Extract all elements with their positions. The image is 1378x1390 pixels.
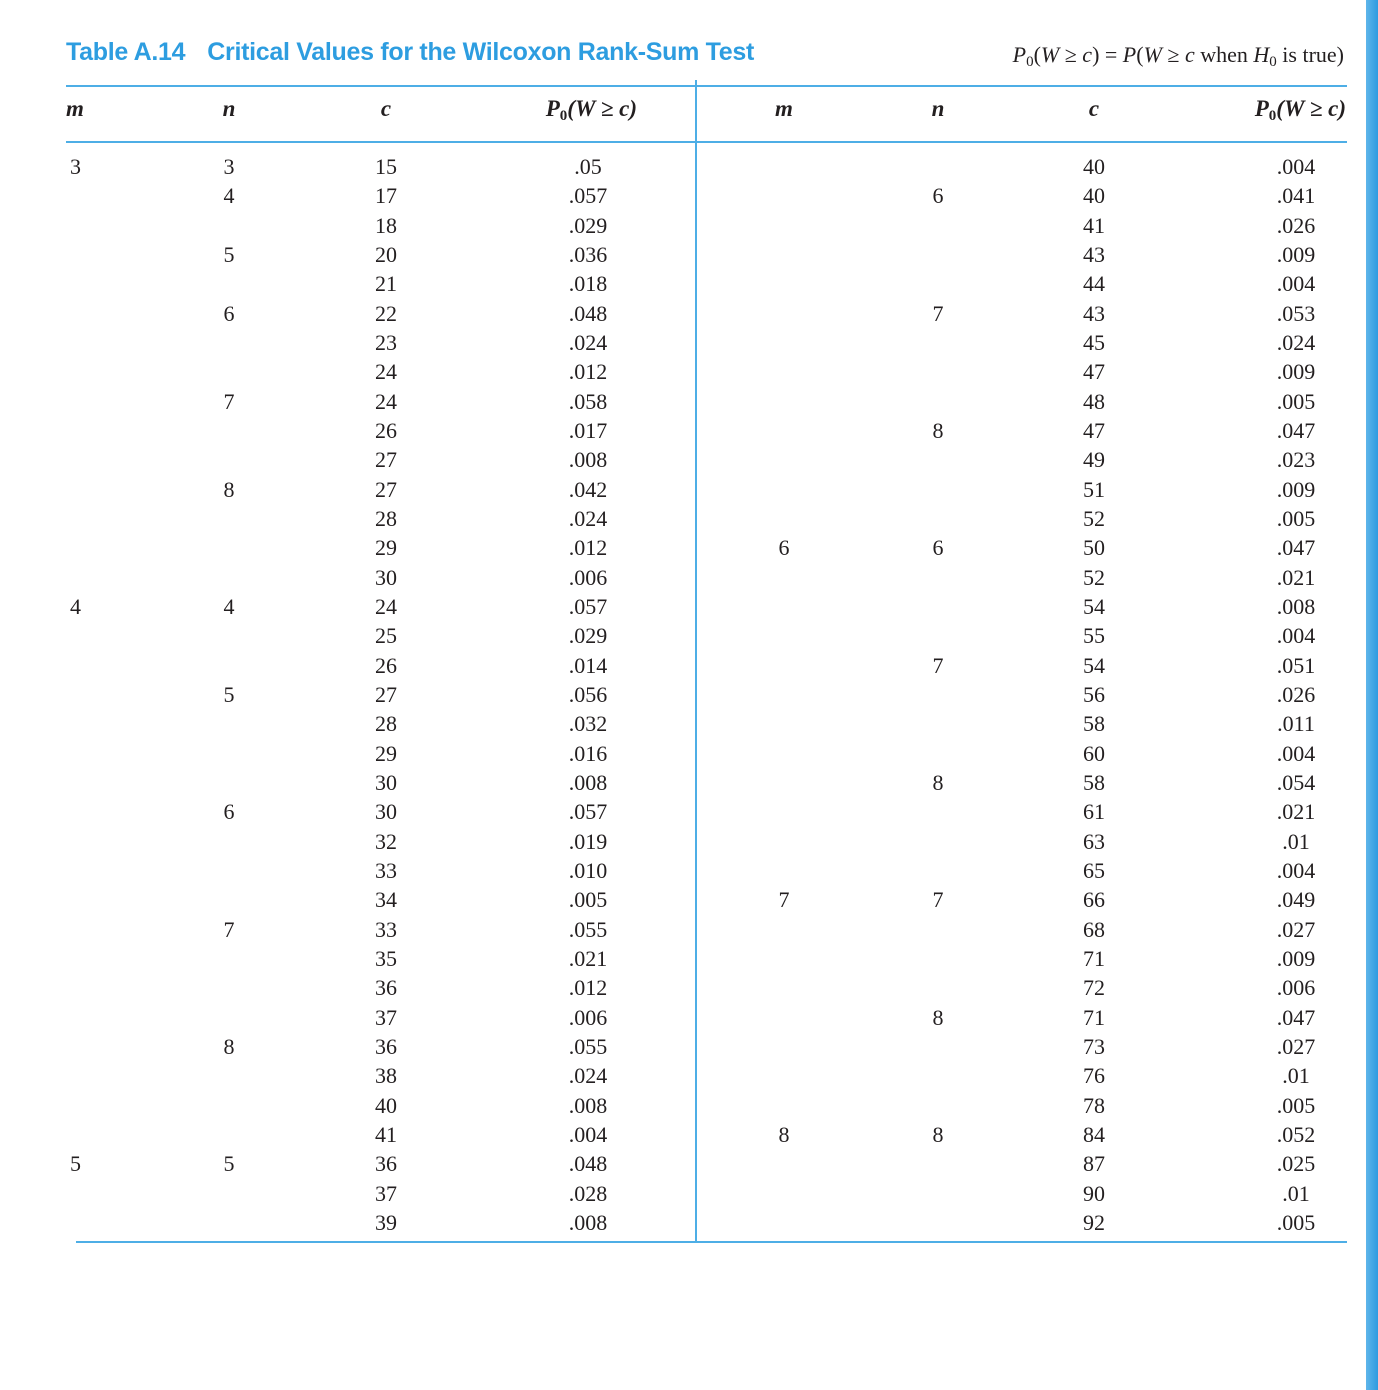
cell-c-left: 24	[375, 388, 397, 414]
cell-p-right: .047	[1276, 1004, 1316, 1030]
cell-n-right: 7	[932, 300, 944, 326]
cell-p-left: .029	[568, 212, 608, 238]
cell-c-left: 36	[375, 975, 397, 1001]
cell-c-right: 43	[1083, 300, 1105, 326]
header-c-right: c	[1088, 96, 1100, 121]
cell-p-left: .024	[568, 505, 608, 531]
center-divider	[695, 80, 697, 1242]
cell-c-right: 76	[1083, 1063, 1105, 1089]
cell-p-right: .005	[1276, 1209, 1316, 1235]
cell-p-left: .042	[568, 476, 608, 502]
cell-n-left: 7	[223, 388, 235, 414]
cell-p-left: .005	[568, 887, 608, 913]
cell-c-right: 45	[1083, 329, 1105, 355]
cell-p-left: .057	[568, 593, 608, 619]
cell-c-left: 20	[375, 241, 397, 267]
cell-c-left: 15	[375, 154, 397, 179]
cell-p-right: .027	[1276, 916, 1316, 942]
cell-c-right: 56	[1083, 681, 1105, 707]
cell-p-right: .004	[1276, 154, 1316, 179]
cell-c-left: 22	[375, 300, 397, 326]
cell-p-right: .005	[1276, 1092, 1316, 1118]
cell-c-left: 21	[375, 271, 397, 297]
cell-p-left: .012	[568, 359, 608, 385]
cell-c-left: 40	[375, 1092, 397, 1118]
cell-n-right: 6	[932, 535, 944, 561]
cell-p-left: .008	[568, 1209, 608, 1235]
table-label: Table A.14	[66, 38, 186, 66]
cell-n-left: 4	[223, 183, 235, 209]
cell-c-right: 71	[1083, 1004, 1105, 1030]
cell-n-left: 5	[223, 681, 235, 707]
cell-c-right: 84	[1083, 1121, 1105, 1147]
cell-c-right: 58	[1083, 769, 1105, 795]
cell-c-left: 26	[375, 417, 397, 443]
cell-p-left: .032	[568, 711, 608, 737]
cell-n-right: 7	[932, 652, 944, 678]
cell-p-left: .048	[568, 1151, 608, 1177]
cell-p-left: .008	[568, 447, 608, 473]
top-rule-right	[697, 85, 1347, 87]
cell-c-right: 72	[1083, 975, 1105, 1001]
cell-c-right: 73	[1083, 1033, 1105, 1059]
cell-p-left: .012	[568, 975, 608, 1001]
cell-c-left: 28	[375, 505, 397, 531]
cell-p-right: .023	[1276, 447, 1316, 473]
cell-p-left: .021	[568, 945, 608, 971]
cell-n-left: 4	[223, 593, 235, 619]
cell-p-right: .008	[1276, 593, 1316, 619]
cell-c-left: 36	[375, 1151, 397, 1177]
cell-p-left: .057	[568, 799, 608, 825]
header-n-left: n	[222, 96, 236, 121]
cell-p-right: .021	[1276, 564, 1316, 590]
cell-p-left: .006	[568, 1004, 608, 1030]
cell-p-left: .056	[568, 681, 608, 707]
cell-c-left: 27	[375, 447, 397, 473]
cell-p-right: .041	[1276, 183, 1316, 209]
cell-c-right: 60	[1083, 740, 1105, 766]
cell-p-left: .019	[568, 828, 608, 854]
cell-c-right: 66	[1083, 887, 1105, 913]
header-p-left: $P_0(W \ge c)$	[545, 96, 637, 124]
cell-p-right: .051	[1276, 652, 1316, 678]
cell-c-left: 30	[375, 564, 397, 590]
cell-c-left: 37	[375, 1180, 397, 1206]
header-rule	[66, 141, 1347, 143]
cell-n-left: 6	[223, 300, 235, 326]
cell-p-left: .016	[568, 740, 608, 766]
cell-n-right: 6	[932, 183, 944, 209]
cell-c-left: 33	[375, 916, 397, 942]
cell-p-left: .048	[568, 300, 608, 326]
cell-c-right: 41	[1083, 212, 1105, 238]
cell-m-right: 6	[778, 535, 790, 561]
cell-c-right: 54	[1083, 593, 1105, 619]
cell-c-right: 90	[1083, 1180, 1105, 1206]
cell-m-right: 8	[778, 1121, 790, 1147]
cell-p-right: .004	[1276, 857, 1316, 883]
cell-m-right: 7	[778, 887, 790, 913]
cell-c-left: 24	[375, 359, 397, 385]
cell-c-right: 40	[1083, 183, 1105, 209]
cell-p-left: .055	[568, 1033, 608, 1059]
cell-c-right: 61	[1083, 799, 1105, 825]
cell-c-left: 39	[375, 1209, 397, 1235]
cell-n-left: 6	[223, 799, 235, 825]
cell-c-left: 30	[375, 769, 397, 795]
cell-c-right: 44	[1083, 271, 1105, 297]
cell-p-left: .05	[574, 154, 602, 179]
table-title	[66, 38, 754, 67]
cell-p-right: .004	[1276, 623, 1316, 649]
cell-p-right: .047	[1276, 417, 1316, 443]
cell-p-right: .01	[1282, 1063, 1310, 1089]
table-title-text: Critical Values for the Wilcoxon Rank-Sum Test	[207, 38, 755, 66]
header-n-right: n	[931, 96, 945, 121]
cell-p-right: .024	[1276, 329, 1316, 355]
cell-c-left: 35	[375, 945, 397, 971]
cell-p-right: .009	[1276, 241, 1316, 267]
cell-p-right: .01	[1282, 828, 1310, 854]
cell-p-right: .021	[1276, 799, 1316, 825]
cell-c-left: 36	[375, 1033, 397, 1059]
cell-p-left: .024	[568, 1063, 608, 1089]
title-formula-text: $P_0(W \ge c) = P(W \ge c$ when $H_0$ is true)	[1012, 42, 1344, 70]
cell-p-left: .058	[568, 388, 608, 414]
header-m-right: m	[775, 96, 793, 121]
cell-p-right: .004	[1276, 271, 1316, 297]
cell-p-right: .004	[1276, 740, 1316, 766]
cell-n-left: 8	[223, 1033, 235, 1059]
cell-n-right: 8	[932, 1004, 944, 1030]
cell-c-right: 87	[1083, 1151, 1105, 1177]
cell-c-left: 24	[375, 593, 397, 619]
page-edge-color-bar	[1366, 0, 1378, 1390]
header-c-left: c	[380, 96, 392, 121]
cell-n-right: 8	[932, 417, 944, 443]
cell-c-right: 49	[1083, 447, 1105, 473]
cell-p-right: .011	[1277, 711, 1315, 737]
cell-c-left: 33	[375, 857, 397, 883]
cell-c-left: 37	[375, 1004, 397, 1030]
cell-p-left: .057	[568, 183, 608, 209]
cell-c-left: 25	[375, 623, 397, 649]
cell-c-right: 78	[1083, 1092, 1105, 1118]
top-rule-left	[66, 85, 695, 87]
cell-p-left: .036	[568, 241, 608, 267]
cell-p-right: .049	[1276, 887, 1316, 913]
cell-p-right: .053	[1276, 300, 1316, 326]
cell-c-left: 27	[375, 476, 397, 502]
cell-c-right: 58	[1083, 711, 1105, 737]
cell-c-left: 30	[375, 799, 397, 825]
cell-c-right: 68	[1083, 916, 1105, 942]
cell-c-right: 65	[1083, 857, 1105, 883]
cell-c-left: 32	[375, 828, 397, 854]
cell-c-left: 27	[375, 681, 397, 707]
bottom-rule	[76, 1241, 1347, 1243]
cell-p-right: .052	[1276, 1121, 1316, 1147]
cell-c-right: 52	[1083, 505, 1105, 531]
cell-p-right: .026	[1276, 212, 1316, 238]
cell-p-left: .008	[568, 1092, 608, 1118]
cell-p-right: .027	[1276, 1033, 1316, 1059]
cell-c-right: 47	[1083, 359, 1105, 385]
cell-p-left: .004	[568, 1121, 608, 1147]
cell-p-right: .009	[1276, 945, 1316, 971]
cell-c-right: 54	[1083, 652, 1105, 678]
cell-p-right: .054	[1276, 769, 1316, 795]
header-p-right: $P_0(W \ge c)$	[1254, 96, 1346, 124]
cell-p-left: .018	[568, 271, 608, 297]
cell-n-left: 5	[223, 241, 235, 267]
cell-p-right: .026	[1276, 681, 1316, 707]
cell-p-left: .029	[568, 623, 608, 649]
cell-p-left: .024	[568, 329, 608, 355]
cell-n-left: 8	[223, 476, 235, 502]
cell-p-right: .006	[1276, 975, 1316, 1001]
cell-c-left: 17	[375, 183, 397, 209]
cell-p-left: .008	[568, 769, 608, 795]
cell-c-right: 63	[1083, 828, 1105, 854]
cell-n-right: 8	[932, 769, 944, 795]
cell-c-left: 29	[375, 535, 397, 561]
cell-c-right: 52	[1083, 564, 1105, 590]
cell-n-right: 8	[932, 1121, 944, 1147]
cell-p-left: .017	[568, 417, 608, 443]
cell-p-left: .006	[568, 564, 608, 590]
cell-m-left: 5	[70, 1151, 81, 1177]
title-formula	[1013, 42, 1344, 71]
cell-p-right: .009	[1276, 476, 1316, 502]
cell-c-right: 71	[1083, 945, 1105, 971]
cell-n-left: 5	[223, 1151, 235, 1177]
cell-p-left: .028	[568, 1180, 608, 1206]
cell-c-left: 29	[375, 740, 397, 766]
cell-c-left: 41	[375, 1121, 397, 1147]
cell-p-right: .005	[1276, 388, 1316, 414]
cell-c-right: 48	[1083, 388, 1105, 414]
cell-p-left: .010	[568, 857, 608, 883]
cell-p-right: .005	[1276, 505, 1316, 531]
cell-m-left: 4	[70, 593, 81, 619]
header-m-left: m	[66, 96, 84, 121]
cell-c-left: 18	[375, 212, 397, 238]
cell-c-left: 26	[375, 652, 397, 678]
cell-p-right: .01	[1282, 1180, 1310, 1206]
cell-c-left: 38	[375, 1063, 397, 1089]
cell-m-left: 3	[70, 154, 81, 179]
cell-p-left: .012	[568, 535, 608, 561]
cell-c-right: 92	[1083, 1209, 1105, 1235]
cell-n-left: 7	[223, 916, 235, 942]
cell-c-left: 23	[375, 329, 397, 355]
cell-c-right: 51	[1083, 476, 1105, 502]
cell-c-right: 47	[1083, 417, 1105, 443]
cell-c-left: 28	[375, 711, 397, 737]
cell-c-right: 40	[1083, 154, 1105, 179]
cell-p-left: .055	[568, 916, 608, 942]
cell-c-right: 43	[1083, 241, 1105, 267]
cell-n-right: 7	[932, 887, 944, 913]
cell-p-right: .047	[1276, 535, 1316, 561]
cell-n-left: 3	[223, 154, 235, 179]
cell-c-right: 55	[1083, 623, 1105, 649]
cell-p-right: .009	[1276, 359, 1316, 385]
cell-p-left: .014	[568, 652, 608, 678]
cell-c-left: 34	[375, 887, 397, 913]
cell-c-right: 50	[1083, 535, 1105, 561]
cell-p-right: .025	[1276, 1151, 1316, 1177]
